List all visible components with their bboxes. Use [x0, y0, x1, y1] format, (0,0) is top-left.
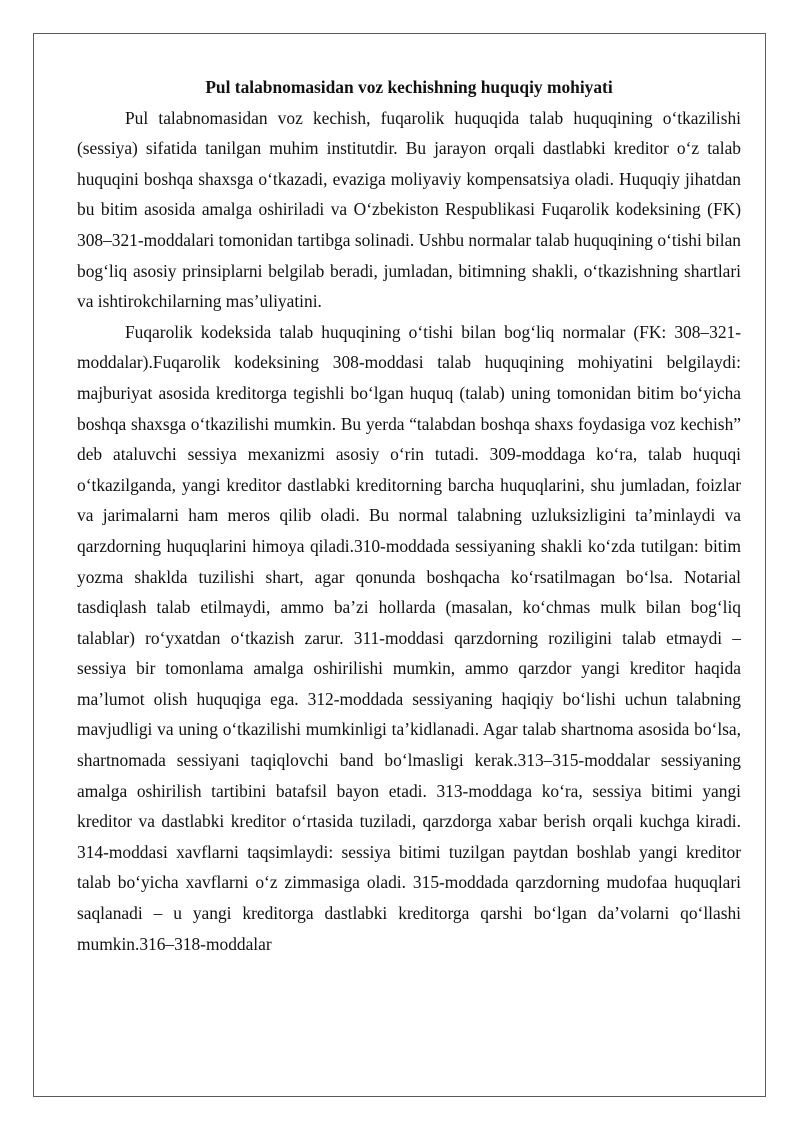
document-body [77, 72, 741, 959]
paragraph-intro: Pul talabnomasidan voz kechish, fuqarolik huquqida talab huquqining o‘tkazilishi (sessiya) sifatida tanilgan muhim institutdir. Bu jarayon orqali dastlabki kreditor o‘z talab huquqini boshqa shaxsga o‘tkazadi, evaziga moliyaviy kompensatsiya oladi. Huquqiy jihatdan bu bitim asosida amalga oshiriladi va O‘zbekiston Respublikasi Fuqarolik kodeksining (FK) 308–321-moddalari tomonidan tartibga solinadi. Ushbu normalar talab huquqining o‘tishi bilan bog‘liq asosiy prinsiplarni belgilab beradi, jumladan, bitimning shakli, o‘tkazishning shartlari va ishtirokchilarning mas’uliyatini. [77, 107, 741, 312]
document-title: Pul talabnomasidan voz kechishning huquqiy mohiyati [205, 77, 613, 97]
paragraph-civil-code-norms: Fuqarolik kodeksida talab huquqining o‘tishi bilan bog‘liq normalar (FK: 308–321-moddalar).Fuqarolik kodeksining 308-moddasi talab huquqining mohiyatini belgilaydi: majburiyat asosida kreditorga tegishli bo‘lgan huquq (talab) uning tomonidan bitim bo‘yicha boshqa shaxsga o‘tkazilishi mumkin. Bu yerda “talabdan boshqa shaxs foydasiga voz kechish” deb ataluvchi sessiya mexanizmi asosiy o‘rin tutadi. 309-moddaga ko‘ra, talab huquqi o‘tkazilganda, yangi kreditor dastlabki kreditorning barcha huquqlarini, shu jumladan, foizlar va jarimalarni ham meros qilib oladi. Bu normal talabning uzluksizligini ta’minlaydi va qarzdorning huquqlarini himoya qiladi.310-moddada sessiyaning shakli ko‘zda tutilgan: bitim yozma shaklda tuzilishi shart, agar qonunda boshqacha ko‘rsatilmagan bo‘lsa. Notarial tasdiqlash talab etilmaydi, ammo ba’zi hollarda (masalan, ko‘chmas mulk bilan bog‘liq talablar) ro‘yxatdan o‘tkazish zarur. 311-moddasi qarzdorning roziligini talab etmaydi – sessiya bir tomonlama amalga oshirilishi mumkin, ammo qarzdor yangi kreditor haqida ma’lumot olish huquqiga ega. 312-moddada sessiyaning haqiqiy bo‘lishi uchun talabning mavjudligi va uning o‘tkazilishi mumkinligi ta’kidlanadi. Agar talab shartnoma asosida bo‘lsa, shartnomada sessiyani taqiqlovchi band bo‘lmasligi kerak.313–315-moddalar sessiyaning amalga oshirilish tartibini batafsil bayon etadi. 313-moddaga ko‘ra, sessiya bitimi yangi kreditor va dastlabki kreditor o‘rtasida tuziladi, qarzdorga xabar berish orqali kuchga kiradi. 314-moddasi xavflarni taqsimlaydi: sessiya bitimi tuzilgan paytdan boshlab yangi kreditor talab bo‘yicha xavflarni o‘z zimmasiga oladi. 315-moddada qarzdorning mudofaa huquqlari saqlanadi – u yangi kreditorga dastlabki kreditorga qarshi bo‘lgan da’volarni qo‘llashi mumkin.316–318-moddalar [77, 321, 741, 954]
